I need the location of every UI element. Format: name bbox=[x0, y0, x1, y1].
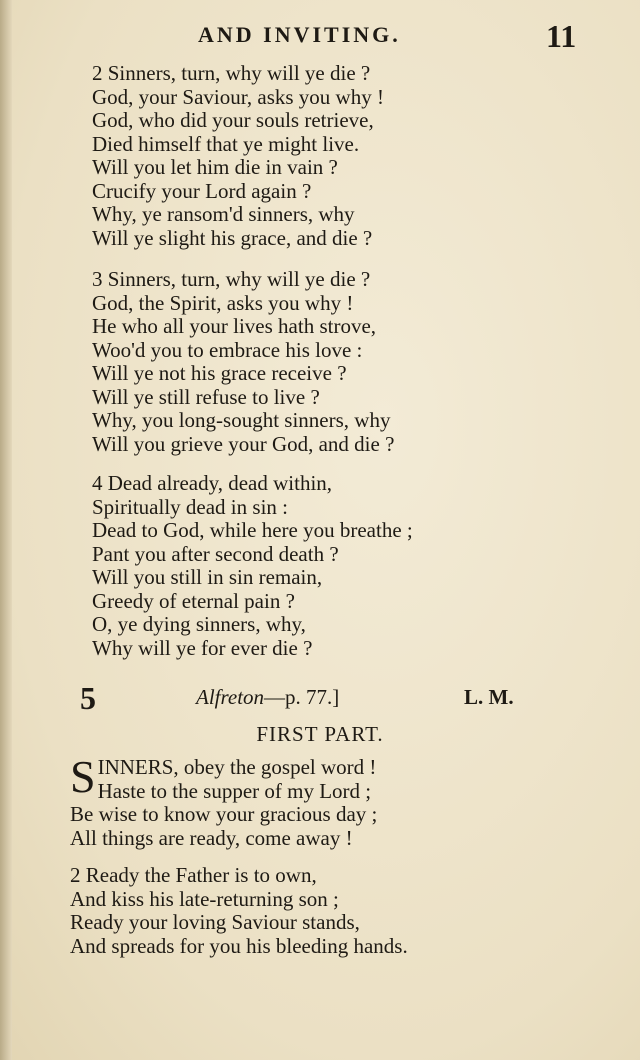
verse-line: God, the Spirit, asks you why ! bbox=[92, 290, 354, 315]
verse-line: Will you grieve your God, and die ? bbox=[92, 431, 395, 456]
hymn-verse-2 bbox=[70, 864, 408, 958]
verse-line: O, ye dying sinners, why, bbox=[92, 612, 306, 636]
verse-line: Haste to the supper of my Lord ; bbox=[97, 778, 372, 803]
hymn-meter: L. M. bbox=[464, 685, 514, 709]
verse-2 bbox=[92, 62, 384, 250]
book-spine-edge bbox=[0, 0, 12, 1060]
verse-line: All things are ready, come away ! bbox=[70, 825, 353, 850]
verse-line: Will ye still refuse to live ? bbox=[92, 384, 320, 409]
verse-line: Why, ye ransom'd sinners, why bbox=[92, 202, 355, 226]
hymn-heading bbox=[0, 680, 640, 714]
tune-reference bbox=[196, 685, 339, 710]
verse-line: Will ye not his grace receive ? bbox=[92, 361, 347, 385]
page-header bbox=[0, 18, 640, 58]
verse-line: Will ye slight his grace, and die ? bbox=[92, 225, 373, 250]
verse-line: Will you still in sin remain, bbox=[92, 565, 323, 589]
verse-line: He who all your lives hath strove, bbox=[92, 314, 377, 338]
hymn-number: 5 bbox=[80, 680, 96, 716]
verse-line: Dead to God, while here you breathe ; bbox=[92, 518, 413, 542]
verse-line: Greedy of eternal pain ? bbox=[92, 588, 295, 613]
running-title: AND INVITING. bbox=[198, 22, 401, 47]
tune-name: Alfreton bbox=[196, 685, 265, 709]
verse-line: Why will ye for ever die ? bbox=[92, 635, 313, 660]
hymn-verse-1 bbox=[70, 751, 378, 850]
verse-3 bbox=[92, 268, 394, 456]
verse-line: Ready your loving Saviour stands, bbox=[70, 910, 360, 934]
verse-line: 2 Sinners, turn, why will ye die ? bbox=[92, 61, 371, 85]
verse-line: God, your Saviour, asks you why ! bbox=[92, 84, 384, 109]
tune-page-ref: —p. 77.] bbox=[264, 685, 340, 709]
verse-line: 3 Sinners, turn, why will ye die ? bbox=[92, 267, 371, 291]
verse-line: And spreads for you his bleeding hands. bbox=[70, 933, 408, 958]
verse-4 bbox=[92, 472, 413, 660]
verse-line: Be wise to know your gracious day ; bbox=[70, 802, 378, 826]
verse-line: Crucify your Lord again ? bbox=[92, 178, 312, 203]
verse-line: God, who did your souls retrieve, bbox=[92, 108, 374, 132]
verse-line: Spiritually dead in sin : bbox=[92, 494, 288, 519]
verse-line: Died himself that ye might live. bbox=[92, 131, 360, 156]
drop-cap: S bbox=[70, 751, 96, 802]
part-title: FIRST PART. bbox=[256, 722, 384, 746]
verse-line: 4 Dead already, dead within, bbox=[92, 471, 333, 495]
verse-line: 2 Ready the Father is to own, bbox=[70, 863, 317, 887]
verse-line: Will you let him die in vain ? bbox=[92, 155, 338, 179]
verse-line: INNERS, obey the gospel word ! bbox=[97, 755, 377, 779]
verse-line: Pant you after second death ? bbox=[92, 541, 339, 566]
page-number: 11 bbox=[546, 18, 577, 54]
verse-line: Why, you long-sought sinners, why bbox=[92, 408, 391, 432]
verse-line: Woo'd you to embrace his love : bbox=[92, 337, 363, 362]
verse-line: And kiss his late-returning son ; bbox=[70, 886, 339, 911]
